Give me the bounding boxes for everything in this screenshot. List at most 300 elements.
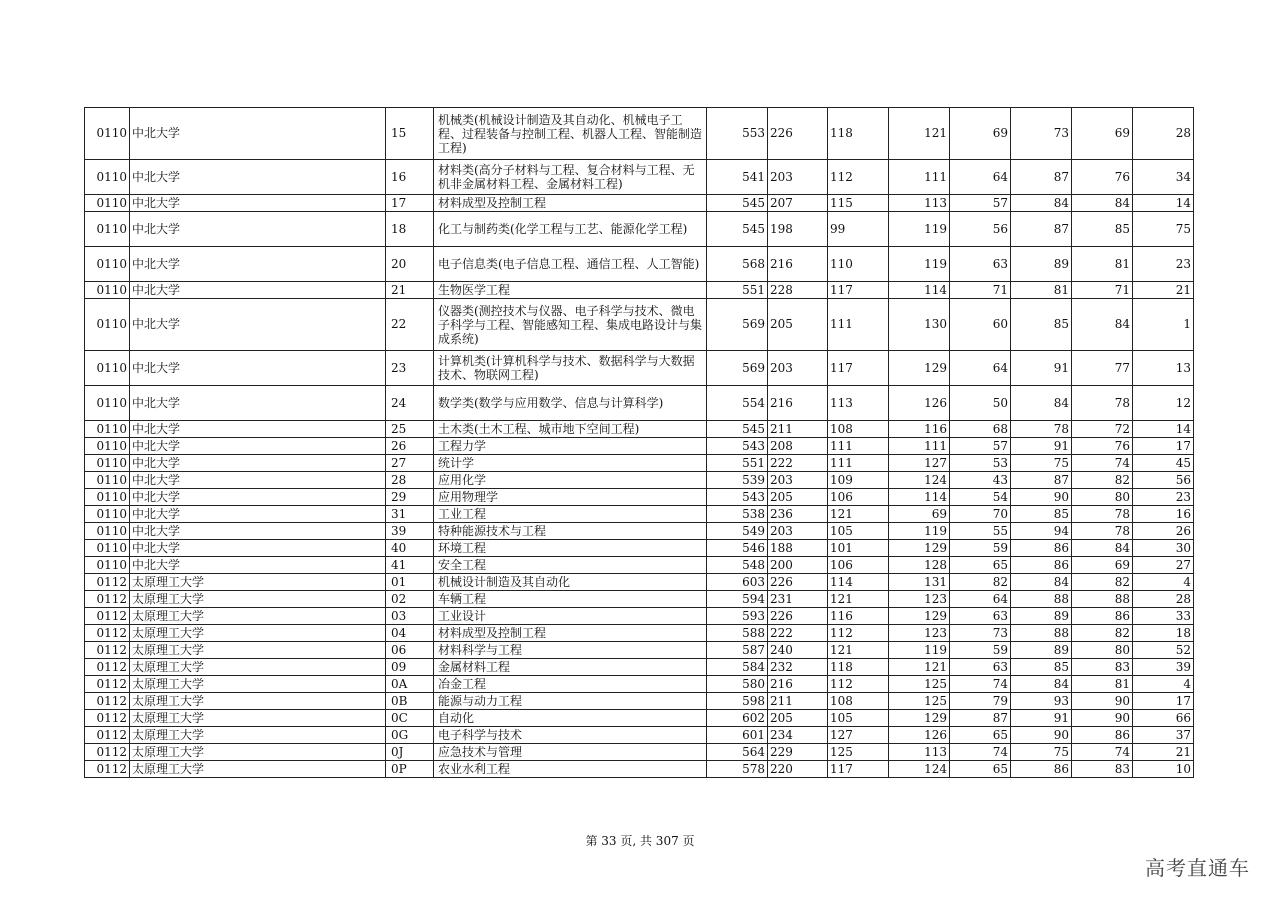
cell-score-7: 83	[1072, 659, 1133, 676]
cell-school-name: 太原理工大学	[130, 659, 386, 676]
cell-score-7: 76	[1072, 438, 1133, 455]
cell-major: 机械设计制造及其自动化	[434, 574, 707, 591]
cell-group-code: 0A	[386, 676, 434, 693]
cell-score-2: 208	[768, 438, 828, 455]
cell-score-2: 222	[768, 625, 828, 642]
cell-score-8: 21	[1133, 282, 1194, 299]
cell-school-code: 0112	[85, 761, 130, 778]
cell-school-name: 太原理工大学	[130, 761, 386, 778]
cell-score-5: 63	[950, 247, 1011, 282]
cell-group-code: 39	[386, 523, 434, 540]
cell-school-code: 0110	[85, 195, 130, 212]
cell-score-6: 84	[1011, 195, 1072, 212]
cell-school-name: 中北大学	[130, 282, 386, 299]
cell-major: 仪器类(测控技术与仪器、电子科学与技术、微电子科学与工程、智能感知工程、集成电路设计与集成系统)	[434, 299, 707, 351]
cell-score-3: 109	[828, 472, 889, 489]
cell-score-2: 198	[768, 212, 828, 247]
cell-group-code: 41	[386, 557, 434, 574]
cell-score-7: 78	[1072, 506, 1133, 523]
table-row	[85, 693, 1194, 710]
cell-score-4: 124	[889, 472, 950, 489]
cell-score-8: 26	[1133, 523, 1194, 540]
cell-score-5: 56	[950, 212, 1011, 247]
cell-school-code: 0110	[85, 523, 130, 540]
cell-total-score: 603	[707, 574, 768, 591]
table-row	[85, 108, 1194, 160]
cell-total-score: 549	[707, 523, 768, 540]
cell-group-code: 09	[386, 659, 434, 676]
cell-total-score: 543	[707, 489, 768, 506]
cell-group-code: 28	[386, 472, 434, 489]
cell-school-code: 0110	[85, 472, 130, 489]
table-row	[85, 591, 1194, 608]
table-row	[85, 472, 1194, 489]
cell-score-3: 121	[828, 506, 889, 523]
cell-school-name: 太原理工大学	[130, 727, 386, 744]
cell-group-code: 29	[386, 489, 434, 506]
cell-score-4: 127	[889, 455, 950, 472]
cell-score-4: 125	[889, 676, 950, 693]
cell-score-6: 87	[1011, 212, 1072, 247]
cell-score-3: 111	[828, 455, 889, 472]
cell-score-5: 53	[950, 455, 1011, 472]
cell-score-2: 188	[768, 540, 828, 557]
cell-total-score: 551	[707, 282, 768, 299]
cell-score-6: 84	[1011, 386, 1072, 421]
cell-group-code: 25	[386, 421, 434, 438]
cell-score-3: 113	[828, 386, 889, 421]
cell-score-4: 126	[889, 386, 950, 421]
cell-total-score: 541	[707, 160, 768, 195]
cell-score-3: 106	[828, 489, 889, 506]
cell-total-score: 539	[707, 472, 768, 489]
cell-score-8: 75	[1133, 212, 1194, 247]
cell-score-4: 119	[889, 212, 950, 247]
cell-score-5: 65	[950, 761, 1011, 778]
cell-score-3: 117	[828, 282, 889, 299]
cell-score-2: 203	[768, 472, 828, 489]
table-row	[85, 761, 1194, 778]
cell-score-8: 28	[1133, 591, 1194, 608]
cell-score-3: 112	[828, 625, 889, 642]
cell-school-name: 太原理工大学	[130, 693, 386, 710]
cell-group-code: 17	[386, 195, 434, 212]
cell-score-8: 39	[1133, 659, 1194, 676]
table-row	[85, 438, 1194, 455]
cell-score-3: 114	[828, 574, 889, 591]
cell-school-code: 0110	[85, 351, 130, 386]
cell-score-4: 131	[889, 574, 950, 591]
cell-major: 工业设计	[434, 608, 707, 625]
cell-group-code: 27	[386, 455, 434, 472]
cell-score-7: 86	[1072, 608, 1133, 625]
cell-score-3: 106	[828, 557, 889, 574]
cell-total-score: 554	[707, 386, 768, 421]
cell-score-2: 231	[768, 591, 828, 608]
cell-school-code: 0110	[85, 455, 130, 472]
cell-score-2: 234	[768, 727, 828, 744]
cell-total-score: 569	[707, 351, 768, 386]
table-row	[85, 160, 1194, 195]
cell-total-score: 587	[707, 642, 768, 659]
cell-score-7: 78	[1072, 386, 1133, 421]
cell-score-4: 111	[889, 160, 950, 195]
cell-score-4: 129	[889, 351, 950, 386]
table-row	[85, 540, 1194, 557]
cell-score-4: 69	[889, 506, 950, 523]
cell-total-score: 545	[707, 195, 768, 212]
cell-score-8: 23	[1133, 489, 1194, 506]
cell-score-5: 60	[950, 299, 1011, 351]
cell-score-6: 90	[1011, 489, 1072, 506]
cell-major: 材料成型及控制工程	[434, 195, 707, 212]
table-row	[85, 212, 1194, 247]
cell-score-6: 85	[1011, 659, 1072, 676]
cell-group-code: 24	[386, 386, 434, 421]
cell-group-code: 03	[386, 608, 434, 625]
cell-score-4: 128	[889, 557, 950, 574]
table-row	[85, 386, 1194, 421]
cell-group-code: 23	[386, 351, 434, 386]
cell-major: 应用化学	[434, 472, 707, 489]
cell-school-name: 中北大学	[130, 557, 386, 574]
cell-score-3: 101	[828, 540, 889, 557]
cell-major: 自动化	[434, 710, 707, 727]
cell-score-8: 16	[1133, 506, 1194, 523]
cell-major: 统计学	[434, 455, 707, 472]
cell-score-3: 108	[828, 421, 889, 438]
cell-school-code: 0110	[85, 386, 130, 421]
cell-total-score: 545	[707, 212, 768, 247]
cell-score-5: 70	[950, 506, 1011, 523]
cell-major: 生物医学工程	[434, 282, 707, 299]
table-row	[85, 299, 1194, 351]
cell-score-2: 216	[768, 386, 828, 421]
table-row	[85, 523, 1194, 540]
cell-score-2: 240	[768, 642, 828, 659]
cell-score-6: 86	[1011, 761, 1072, 778]
cell-score-7: 74	[1072, 455, 1133, 472]
cell-score-7: 69	[1072, 557, 1133, 574]
cell-score-2: 216	[768, 247, 828, 282]
cell-school-code: 0112	[85, 693, 130, 710]
cell-score-6: 91	[1011, 710, 1072, 727]
cell-school-name: 太原理工大学	[130, 608, 386, 625]
cell-score-5: 59	[950, 642, 1011, 659]
cell-major: 数学类(数学与应用数学、信息与计算科学)	[434, 386, 707, 421]
cell-school-code: 0110	[85, 282, 130, 299]
cell-total-score: 598	[707, 693, 768, 710]
cell-score-2: 228	[768, 282, 828, 299]
cell-score-7: 69	[1072, 108, 1133, 160]
cell-school-code: 0110	[85, 540, 130, 557]
cell-group-code: 02	[386, 591, 434, 608]
cell-group-code: 16	[386, 160, 434, 195]
cell-score-8: 28	[1133, 108, 1194, 160]
table-row	[85, 506, 1194, 523]
table-row	[85, 659, 1194, 676]
cell-score-3: 121	[828, 591, 889, 608]
cell-score-7: 82	[1072, 472, 1133, 489]
cell-school-name: 太原理工大学	[130, 591, 386, 608]
cell-score-5: 68	[950, 421, 1011, 438]
cell-score-2: 222	[768, 455, 828, 472]
cell-score-8: 37	[1133, 727, 1194, 744]
cell-total-score: 584	[707, 659, 768, 676]
cell-score-5: 64	[950, 351, 1011, 386]
cell-score-8: 21	[1133, 744, 1194, 761]
cell-major: 化工与制药类(化学工程与工艺、能源化学工程)	[434, 212, 707, 247]
cell-school-name: 中北大学	[130, 455, 386, 472]
cell-school-name: 中北大学	[130, 472, 386, 489]
cell-score-5: 64	[950, 160, 1011, 195]
cell-score-6: 91	[1011, 438, 1072, 455]
cell-school-code: 0112	[85, 574, 130, 591]
cell-total-score: 569	[707, 299, 768, 351]
cell-total-score: 551	[707, 455, 768, 472]
cell-score-5: 73	[950, 625, 1011, 642]
cell-score-7: 84	[1072, 299, 1133, 351]
cell-score-5: 71	[950, 282, 1011, 299]
cell-score-7: 77	[1072, 351, 1133, 386]
cell-score-7: 74	[1072, 744, 1133, 761]
cell-school-code: 0112	[85, 591, 130, 608]
cell-score-3: 116	[828, 608, 889, 625]
cell-total-score: 568	[707, 247, 768, 282]
cell-school-name: 中北大学	[130, 351, 386, 386]
cell-score-4: 119	[889, 247, 950, 282]
cell-score-6: 78	[1011, 421, 1072, 438]
cell-score-6: 89	[1011, 642, 1072, 659]
cell-school-code: 0110	[85, 108, 130, 160]
cell-score-7: 81	[1072, 676, 1133, 693]
cell-major: 农业水利工程	[434, 761, 707, 778]
cell-score-8: 27	[1133, 557, 1194, 574]
cell-score-7: 80	[1072, 642, 1133, 659]
cell-score-7: 84	[1072, 540, 1133, 557]
cell-score-7: 82	[1072, 574, 1133, 591]
cell-school-code: 0112	[85, 727, 130, 744]
cell-score-4: 121	[889, 108, 950, 160]
cell-score-7: 85	[1072, 212, 1133, 247]
cell-group-code: 01	[386, 574, 434, 591]
cell-score-3: 111	[828, 299, 889, 351]
cell-score-4: 113	[889, 744, 950, 761]
cell-school-name: 中北大学	[130, 506, 386, 523]
cell-group-code: 0J	[386, 744, 434, 761]
table-row	[85, 421, 1194, 438]
cell-score-5: 79	[950, 693, 1011, 710]
cell-score-4: 113	[889, 195, 950, 212]
cell-score-5: 74	[950, 744, 1011, 761]
cell-group-code: 21	[386, 282, 434, 299]
cell-school-code: 0112	[85, 659, 130, 676]
cell-school-code: 0110	[85, 438, 130, 455]
cell-score-4: 116	[889, 421, 950, 438]
cell-score-5: 43	[950, 472, 1011, 489]
cell-group-code: 18	[386, 212, 434, 247]
cell-major: 工程力学	[434, 438, 707, 455]
cell-score-6: 93	[1011, 693, 1072, 710]
cell-score-3: 112	[828, 160, 889, 195]
cell-score-5: 82	[950, 574, 1011, 591]
watermark: 高考直通车	[1145, 856, 1250, 880]
cell-total-score: 601	[707, 727, 768, 744]
cell-score-4: 114	[889, 489, 950, 506]
cell-total-score: 548	[707, 557, 768, 574]
score-table	[84, 107, 1194, 778]
cell-major: 特种能源技术与工程	[434, 523, 707, 540]
cell-school-code: 0112	[85, 676, 130, 693]
cell-score-8: 14	[1133, 195, 1194, 212]
cell-score-2: 203	[768, 523, 828, 540]
cell-score-8: 10	[1133, 761, 1194, 778]
cell-score-2: 226	[768, 108, 828, 160]
cell-major: 金属材料工程	[434, 659, 707, 676]
cell-group-code: 40	[386, 540, 434, 557]
cell-score-8: 45	[1133, 455, 1194, 472]
cell-score-6: 86	[1011, 540, 1072, 557]
cell-score-3: 108	[828, 693, 889, 710]
table-row	[85, 247, 1194, 282]
table-row	[85, 625, 1194, 642]
cell-score-8: 17	[1133, 693, 1194, 710]
cell-total-score: 546	[707, 540, 768, 557]
cell-score-3: 110	[828, 247, 889, 282]
cell-total-score: 593	[707, 608, 768, 625]
cell-score-2: 226	[768, 608, 828, 625]
cell-school-name: 太原理工大学	[130, 676, 386, 693]
cell-major: 材料科学与工程	[434, 642, 707, 659]
cell-score-7: 81	[1072, 247, 1133, 282]
cell-score-3: 117	[828, 761, 889, 778]
cell-total-score: 588	[707, 625, 768, 642]
cell-group-code: 22	[386, 299, 434, 351]
cell-total-score: 543	[707, 438, 768, 455]
cell-score-7: 71	[1072, 282, 1133, 299]
cell-score-6: 86	[1011, 557, 1072, 574]
cell-score-8: 33	[1133, 608, 1194, 625]
table-row	[85, 557, 1194, 574]
cell-school-code: 0110	[85, 247, 130, 282]
cell-score-4: 129	[889, 608, 950, 625]
cell-score-4: 123	[889, 591, 950, 608]
cell-school-name: 太原理工大学	[130, 574, 386, 591]
cell-score-6: 84	[1011, 574, 1072, 591]
table-row	[85, 455, 1194, 472]
cell-score-6: 91	[1011, 351, 1072, 386]
cell-score-8: 18	[1133, 625, 1194, 642]
cell-group-code: 26	[386, 438, 434, 455]
cell-group-code: 15	[386, 108, 434, 160]
cell-score-6: 88	[1011, 591, 1072, 608]
cell-total-score: 578	[707, 761, 768, 778]
cell-score-2: 211	[768, 693, 828, 710]
cell-score-3: 125	[828, 744, 889, 761]
cell-school-code: 0110	[85, 421, 130, 438]
cell-score-6: 87	[1011, 472, 1072, 489]
cell-score-6: 89	[1011, 608, 1072, 625]
cell-score-7: 78	[1072, 523, 1133, 540]
table-row	[85, 608, 1194, 625]
cell-group-code: 31	[386, 506, 434, 523]
cell-score-5: 87	[950, 710, 1011, 727]
cell-score-2: 205	[768, 299, 828, 351]
cell-score-5: 57	[950, 438, 1011, 455]
cell-score-4: 114	[889, 282, 950, 299]
cell-school-name: 太原理工大学	[130, 642, 386, 659]
cell-major: 环境工程	[434, 540, 707, 557]
cell-school-name: 中北大学	[130, 438, 386, 455]
cell-score-4: 119	[889, 523, 950, 540]
cell-school-name: 中北大学	[130, 247, 386, 282]
cell-school-code: 0110	[85, 212, 130, 247]
cell-score-4: 124	[889, 761, 950, 778]
table-body	[85, 108, 1194, 778]
cell-score-4: 129	[889, 540, 950, 557]
cell-score-5: 64	[950, 591, 1011, 608]
cell-score-8: 14	[1133, 421, 1194, 438]
cell-major: 电子科学与技术	[434, 727, 707, 744]
cell-score-6: 75	[1011, 455, 1072, 472]
cell-score-2: 216	[768, 676, 828, 693]
cell-total-score: 545	[707, 421, 768, 438]
cell-major: 材料成型及控制工程	[434, 625, 707, 642]
table-row	[85, 195, 1194, 212]
cell-score-3: 111	[828, 438, 889, 455]
cell-total-score: 538	[707, 506, 768, 523]
cell-school-name: 中北大学	[130, 523, 386, 540]
cell-score-7: 84	[1072, 195, 1133, 212]
cell-score-7: 88	[1072, 591, 1133, 608]
cell-score-2: 211	[768, 421, 828, 438]
cell-major: 安全工程	[434, 557, 707, 574]
cell-score-7: 72	[1072, 421, 1133, 438]
cell-score-5: 63	[950, 659, 1011, 676]
cell-group-code: 20	[386, 247, 434, 282]
cell-school-name: 中北大学	[130, 160, 386, 195]
table-row	[85, 727, 1194, 744]
cell-score-6: 81	[1011, 282, 1072, 299]
cell-score-4: 119	[889, 642, 950, 659]
cell-score-7: 86	[1072, 727, 1133, 744]
cell-score-3: 121	[828, 642, 889, 659]
table-row	[85, 574, 1194, 591]
cell-score-4: 125	[889, 693, 950, 710]
cell-group-code: 0P	[386, 761, 434, 778]
cell-score-6: 90	[1011, 727, 1072, 744]
cell-score-6: 87	[1011, 160, 1072, 195]
table-row	[85, 351, 1194, 386]
cell-score-5: 69	[950, 108, 1011, 160]
cell-major: 应用物理学	[434, 489, 707, 506]
cell-score-5: 63	[950, 608, 1011, 625]
cell-school-name: 中北大学	[130, 489, 386, 506]
cell-score-8: 30	[1133, 540, 1194, 557]
cell-total-score: 580	[707, 676, 768, 693]
cell-score-8: 17	[1133, 438, 1194, 455]
page-footer: 第 33 页, 共 307 页	[585, 834, 695, 848]
cell-score-5: 54	[950, 489, 1011, 506]
cell-score-2: 232	[768, 659, 828, 676]
cell-total-score: 594	[707, 591, 768, 608]
cell-school-code: 0110	[85, 557, 130, 574]
cell-major: 土木类(土木工程、城市地下空间工程)	[434, 421, 707, 438]
cell-major: 电子信息类(电子信息工程、通信工程、人工智能)	[434, 247, 707, 282]
cell-score-8: 4	[1133, 574, 1194, 591]
cell-score-3: 112	[828, 676, 889, 693]
cell-score-5: 57	[950, 195, 1011, 212]
